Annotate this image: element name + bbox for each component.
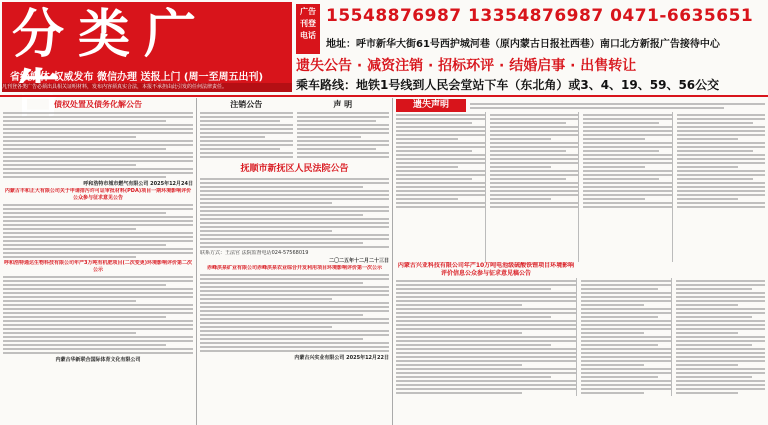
col3-lost-col-a bbox=[396, 112, 486, 262]
column-3 bbox=[393, 98, 768, 425]
col2-court-date: 二〇二五年十二月二十三日 bbox=[328, 258, 389, 264]
col1-body-3 bbox=[3, 276, 193, 354]
masthead-notice: 凡刊登各类广告必须出具相关证明材料，发布内容须真实合法，本报不承担由此引发的任何法律责任。 bbox=[2, 83, 292, 92]
col2-title-mining: 赤峰洪泉矿业有限公司赤峰洪泉农业综合开发利用项目环境影响评价第一次公示 bbox=[206, 265, 382, 271]
col1-body-1 bbox=[3, 112, 193, 178]
col3-lost-col-b bbox=[490, 112, 580, 262]
ad-label-3: 电话 bbox=[300, 31, 316, 40]
col1-title-eia: 内蒙古丰和正大有限公司关于申请排污许可证审批材料(PDA)项目一期环境影响评价公众参与征求意见公告 bbox=[4, 188, 192, 201]
col2-title-court: 抚顺市新抚区人民法院公告 bbox=[240, 164, 349, 174]
ad-phone-label-box bbox=[296, 4, 320, 54]
col3-top-lines bbox=[470, 101, 765, 111]
col3-title-lost: 遗失声明 bbox=[396, 99, 466, 112]
col3-lost-col-e bbox=[581, 278, 672, 396]
col3-battery-body bbox=[396, 278, 577, 396]
col3-lost-grid bbox=[396, 112, 765, 262]
col3-title-battery: 内蒙古兴亚科技有限公司年产10万吨电池级硫酸铁锂项目环境影响评价信息公众参与征求意见稿公告 bbox=[397, 262, 575, 277]
col2-mining-body bbox=[200, 274, 389, 352]
col2-top-row bbox=[200, 99, 389, 160]
ad-label-2: 刊登 bbox=[300, 19, 316, 28]
col3-bottom-grid bbox=[396, 278, 765, 396]
col1-signature: 呼和浩特市城市燃气有限公司 2025年12月24日 bbox=[83, 181, 193, 187]
col2-cancel-notice bbox=[200, 99, 293, 160]
service-list: 遗失公告 · 减资注销 · 招标环评 · 结婚启事 · 出售转让 bbox=[296, 58, 637, 74]
col1-title-fertilizer: 呼和浩特通达生物科技有限公司年产3万吨有机肥项目(二次变更)环境影响评价第二次公示 bbox=[3, 260, 193, 273]
contact-phones: 15548876987 13354876987 0471-6635651 bbox=[326, 6, 754, 26]
col2-court-contact: 联系方式：王法官 法院监督电话024-57568019 bbox=[200, 250, 309, 256]
column-1 bbox=[0, 98, 197, 425]
col3-header-row bbox=[396, 99, 765, 112]
ad-label-1: 广告 bbox=[300, 7, 316, 16]
contact-address: 地址：呼市新华大街61号西护城河巷（原内蒙古日报社西巷）南口北方新报广告接待中心 bbox=[326, 39, 720, 50]
col2-title-statement: 声 明 bbox=[333, 100, 353, 109]
col1-title-debt: 债权处置及债务化解公告 bbox=[54, 100, 142, 109]
header-divider bbox=[0, 95, 768, 97]
col2-statement bbox=[297, 99, 390, 160]
col3-lost-col-f bbox=[676, 278, 766, 396]
col2-footer: 内蒙古兴实业有限公司 2025年12月22日 bbox=[294, 355, 389, 361]
col2-title-cancel: 注销公告 bbox=[230, 100, 263, 109]
col3-lost-col-c bbox=[583, 112, 673, 262]
bus-route: 乘车路线：地铁1号线到人民会堂站下车（东北角）或3、4、19、59、56公交 bbox=[296, 78, 720, 92]
masthead-slogan: 省级媒体 权威发布 微信办理 送报上门 (周一至周五出刊) bbox=[10, 72, 264, 83]
masthead-title: 分类广 bbox=[12, 4, 211, 65]
masthead bbox=[0, 0, 768, 95]
masthead-logo bbox=[2, 2, 292, 92]
col1-footer: 内蒙古华新联合国际体育文化有限公司 bbox=[55, 357, 141, 363]
col1-body-2 bbox=[3, 204, 193, 258]
col3-lost-col-d bbox=[677, 112, 766, 262]
column-2 bbox=[197, 98, 393, 425]
col2-court-body bbox=[200, 178, 389, 248]
